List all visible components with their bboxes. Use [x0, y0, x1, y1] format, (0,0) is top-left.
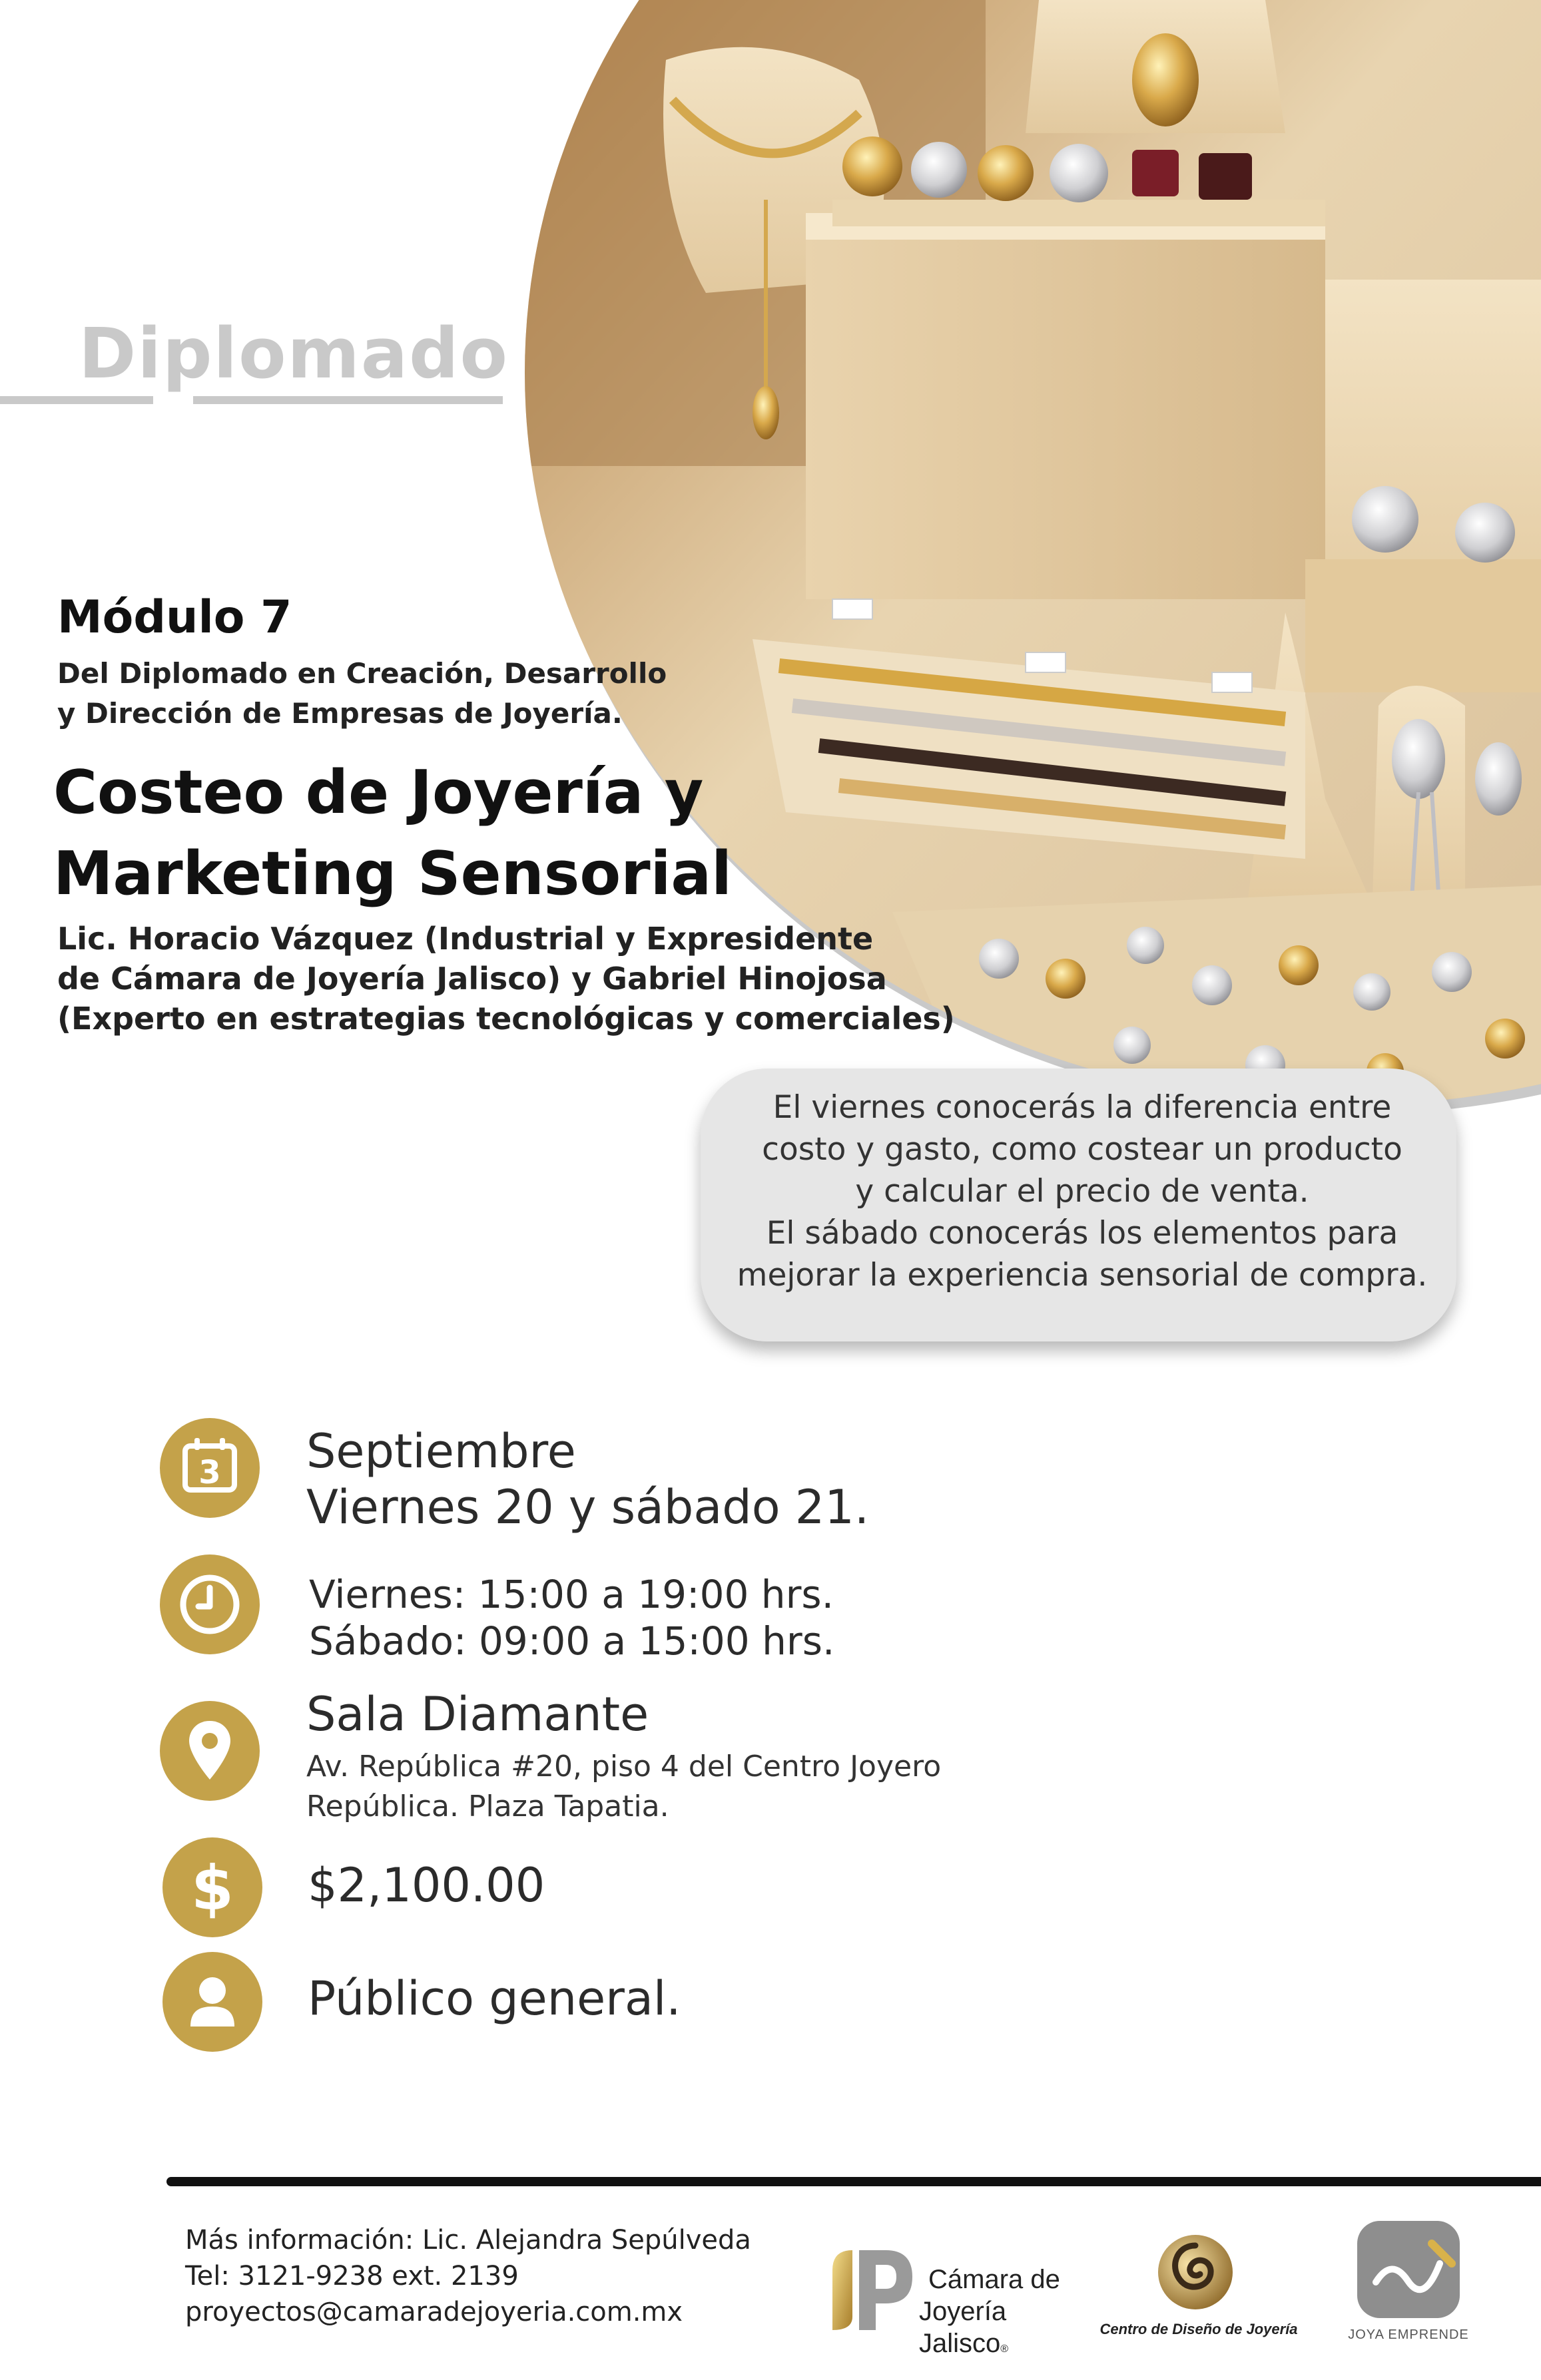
footer-divider [166, 2177, 1541, 2186]
location-pin-icon [160, 1701, 260, 1801]
camara-logo-text [919, 2263, 1072, 2365]
spiral-logo-icon [1152, 2229, 1239, 2315]
description-line1: El viernes conocerás la diferencia entre [772, 1089, 1392, 1126]
description-line4: El sábado conocerás los elementos para [766, 1215, 1398, 1252]
module-title-line1: Costeo de Joyería y [53, 758, 704, 828]
person-icon [162, 1952, 262, 2052]
contact-phone[interactable]: Tel: 3121-9238 ext. 2139 [185, 2261, 519, 2291]
registered-mark: ® [1000, 2343, 1009, 2355]
camara-logo-line1: Cámara de [928, 2265, 1060, 2294]
calendar-icon [160, 1418, 260, 1518]
description-line5: mejorar la experiencia sensorial de compra. [737, 1257, 1428, 1294]
module-subtitle-line1: Del Diplomado en Creación, Desarrollo [57, 657, 667, 690]
module-subtitle [57, 654, 667, 734]
camara-logo-line2 [919, 2295, 1072, 2365]
event-days: Viernes 20 y sábado 21. [306, 1480, 870, 1535]
lecturer-info [57, 919, 955, 1039]
heading-rule-left [0, 396, 153, 404]
centro-diseno-logo[interactable] [1079, 2229, 1319, 2342]
dollar-icon [162, 1837, 262, 1937]
contact-info [185, 2222, 751, 2330]
module-title-line2: Marketing Sensorial [53, 839, 733, 909]
price: $2,100.00 [308, 1858, 545, 1913]
lecturer-line1: Lic. Horacio Vázquez (Industrial y Expresidente [57, 921, 874, 957]
event-month: Septiembre [306, 1424, 576, 1479]
lecturer-line2: de Cámara de Joyería Jalisco) y Gabriel Hinojosa [57, 961, 887, 997]
joya-emprende-logo[interactable] [1345, 2217, 1472, 2350]
calendar-number: 3 [198, 1454, 221, 1491]
description-text [706, 1086, 1458, 1296]
lecturer-line3: (Experto en estrategias tecnológicas y comerciales) [57, 1001, 955, 1037]
venue-address-line1: Av. República #20, piso 4 del Centro Joyero [306, 1750, 942, 1784]
venue-name: Sala Diamante [306, 1687, 649, 1742]
contact-name: Más información: Lic. Alejandra Sepúlveda [185, 2225, 751, 2256]
svg-text:$: $ [190, 1853, 234, 1924]
description-line3: y calcular el precio de venta. [855, 1173, 1309, 1210]
joya-emprende-mark-icon [1352, 2217, 1465, 2323]
description-line2: costo y gasto, como costear un producto [762, 1131, 1402, 1168]
centro-diseno-text: Centro de Diseño de Joyería [1099, 2321, 1298, 2337]
clock-icon [160, 1554, 260, 1654]
audience: Público general. [308, 1971, 681, 2026]
venue-address-line2: República. Plaza Tapatia. [306, 1789, 669, 1823]
camara-joyeria-logo[interactable] [812, 2224, 1072, 2358]
diplomado-heading: Diplomado [79, 313, 509, 394]
module-title [53, 752, 732, 915]
contact-email[interactable]: proyectos@camaradejoyeria.com.mx [185, 2297, 683, 2327]
heading-rule-right [193, 396, 503, 404]
camara-joyeria-mark-icon [812, 2224, 919, 2337]
camara-logo-name: Joyería Jalisco [919, 2297, 1007, 2358]
joya-emprende-text: JOYA EMPRENDE [1348, 2327, 1469, 2342]
schedule-saturday: Sábado: 09:00 a 15:00 hrs. [309, 1618, 835, 1664]
schedule-friday: Viernes: 15:00 a 19:00 hrs. [309, 1572, 834, 1617]
module-subtitle-line2: y Dirección de Empresas de Joyería. [57, 697, 623, 730]
module-number: Módulo 7 [57, 591, 292, 644]
